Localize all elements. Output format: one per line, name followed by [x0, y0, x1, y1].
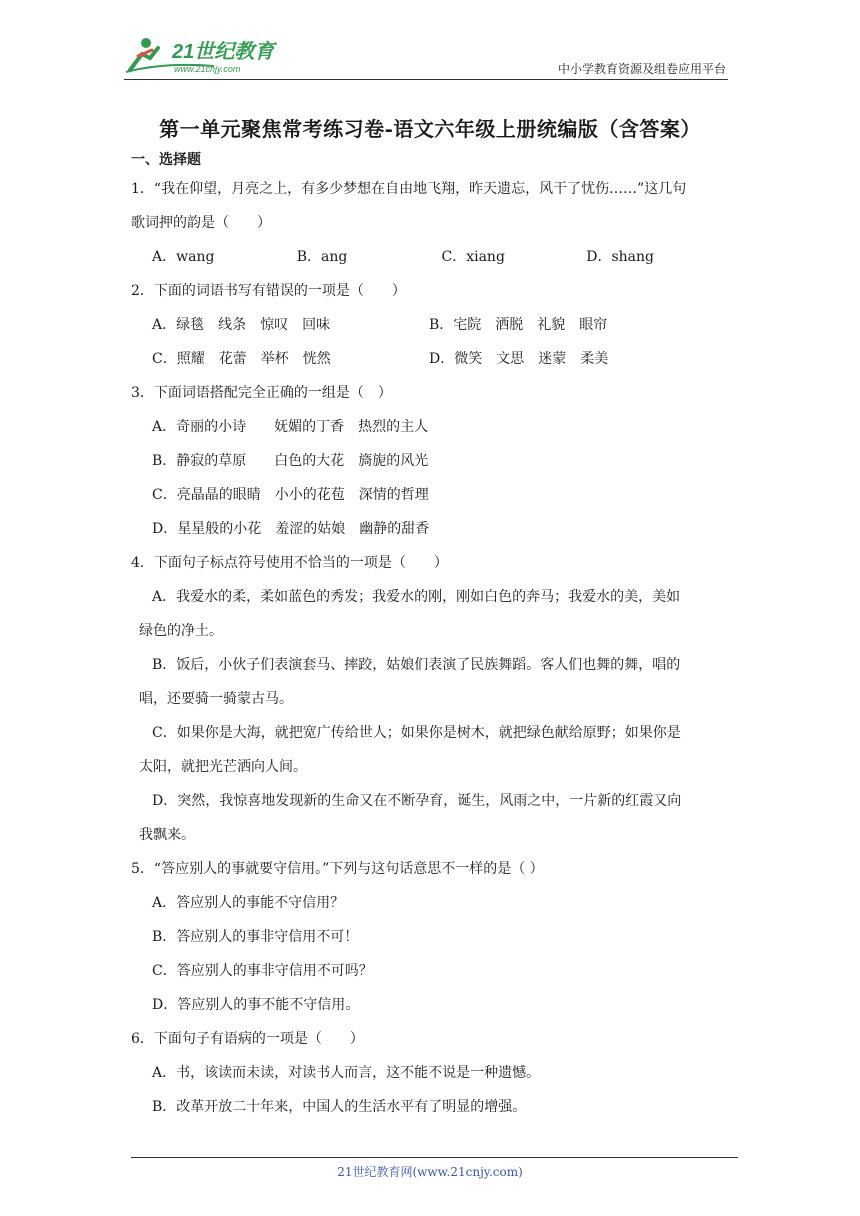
option-b: B．改革开放二十年来，中国人的生活水平有了明显的增强。 [152, 1099, 527, 1115]
header-divider [124, 79, 728, 80]
option-c: C．照耀 花蕾 举杯 恍然 [152, 351, 331, 367]
option-c: C．亮晶晶的眼睛 小小的花苞 深情的哲理 [152, 487, 429, 503]
option-b: B．静寂的草原 白色的大花 旖旎的风光 [152, 453, 429, 469]
option-c: C．如果你是大海，就把宽广传给世人；如果你是树木，就把绿色献给原野；如果你是 [152, 725, 681, 741]
question-2-options-row2 [152, 342, 731, 376]
question-6-stem: 6．下面句子有语病的一项是（ ） [131, 1031, 364, 1047]
footer-divider [131, 1157, 738, 1158]
option-d-cont: 我飘来。 [139, 827, 195, 843]
question-1-options [152, 240, 731, 274]
option-b: B．ang [296, 249, 348, 265]
option-d: D．shang [586, 249, 655, 265]
page-title: 第一单元聚焦常考练习卷-语文六年级上册统编版（含答案） [159, 117, 701, 141]
option-a: A．书，该读而未读，对读书人而言，这不能不说是一种遗憾。 [152, 1065, 541, 1081]
question-2-stem: 2．下面的词语书写有错误的一项是（ ） [131, 283, 406, 299]
question-1-stem: 1．“我在仰望，月亮之上，有多少梦想在自由地飞翔，昨天遗忘，风干了忧伤……”这几句 [131, 181, 687, 197]
exam-body [131, 148, 731, 1124]
option-c: C．答应别人的事非守信用不可吗？ [152, 963, 373, 979]
option-b: B．答应别人的事非守信用不可！ [152, 929, 359, 945]
question-4-stem: 4．下面句子标点符号使用不恰当的一项是（ ） [131, 555, 448, 571]
site-logo [124, 32, 294, 76]
section-heading: 一、选择题 [131, 152, 201, 168]
option-a: A．wang [152, 249, 215, 265]
option-d: D．微笑 文思 迷蒙 柔美 [429, 351, 609, 367]
option-c: C．xiang [441, 249, 505, 265]
footer-link[interactable]: 21世纪教育网(www.21cnjy.com) [337, 1165, 523, 1179]
option-c-cont: 太阳，就把光芒洒向人间。 [139, 759, 307, 775]
option-a: A．答应别人的事能不守信用？ [152, 895, 345, 911]
question-3-stem: 3．下面词语搭配完全正确的一组是（ ） [131, 385, 392, 401]
svg-text:www.21cnjy.com: www.21cnjy.com [174, 64, 241, 74]
option-b: B．宅院 洒脱 礼貌 眼帘 [429, 317, 608, 333]
option-b: B．饭后，小伙子们表演套马、摔跤，姑娘们表演了民族舞蹈。客人们也舞的舞，唱的 [152, 657, 681, 673]
page-header [124, 32, 728, 78]
svg-text:21世纪教育: 21世纪教育 [172, 41, 275, 63]
option-a: A．我爱水的柔，柔如蓝色的秀发；我爱水的刚，刚如白色的奔马；我爱水的美，美如 [152, 589, 681, 605]
question-5-stem: 5．“答应别人的事就要守信用。”下列与这句话意思不一样的是（ ） [131, 861, 544, 877]
question-2-options-row1 [152, 308, 731, 342]
option-d: D．答应别人的事不能不守信用。 [152, 997, 360, 1013]
platform-tagline: 中小学教育资源及组卷应用平台 [557, 62, 726, 76]
option-d: D．星星般的小花 羞涩的姑娘 幽静的甜香 [152, 521, 430, 537]
option-b-cont: 唱，还要骑一骑蒙古马。 [139, 691, 293, 707]
option-a: A．绿毯 线条 惊叹 回味 [152, 317, 331, 333]
option-a-cont: 绿色的净土。 [139, 623, 223, 639]
option-a: A．奇丽的小诗 妩媚的丁香 热烈的主人 [152, 419, 429, 435]
option-d: D．突然，我惊喜地发现新的生命又在不断孕育，诞生，风雨之中，一片新的红霞又向 [152, 793, 682, 809]
question-1-stem-cont: 歌词押的韵是（ ） [131, 215, 271, 231]
